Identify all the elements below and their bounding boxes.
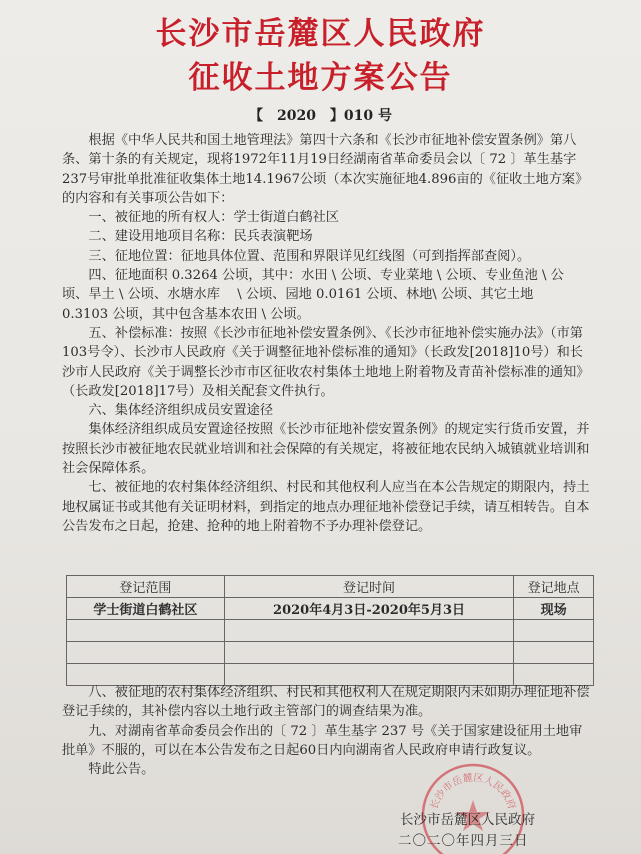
item-deadline: 八、被征地的农村集体经济组织、村民和其他权利人在规定期限内未如期办理征地补偿登记手续的，其补偿内容以土地行政主管部门的调查结果为准。 [62, 685, 590, 720]
table-row [67, 642, 594, 664]
table-row [67, 620, 594, 642]
notice-body-part1 [62, 131, 590, 536]
item-location: 三、征地位置：征地具体位置、范围和界限详见红线图（可到指挥部查阅）。 [88, 248, 531, 264]
signature-issuer: 长沙市岳麓区人民政府 [400, 812, 535, 828]
item-compensation: 五、补偿标准：按照《长沙市征地补偿安置条例》、《长沙市征地补偿实施办法》（市第103号令）、长沙市人民政府《关于调整征地补偿标准的通知》（长政发[2018]10号）和长沙市人民政府《关于调整长沙市市区征收农村集体土地地上附着物及青苗补偿标准的通知》（长政发[2018]17号）及相关配套文件执行。 [62, 325, 590, 399]
table-cell [67, 642, 225, 664]
table-header-row [67, 576, 594, 598]
item-registration: 七、被征地的农村集体经济组织、村民和其他权利人应当在本公告规定的期限内，持土地权属证书或其他有关证明材料，到指定的地点办理征地补偿登记手续，请互相转告。自本公告发布之日起，抢建、抢种的地上附着物不予办理补偿登记。 [62, 480, 590, 534]
table-cell: 2020年4月3日-2020年5月3日 [224, 598, 514, 620]
item-owner: 一、被征地的所有权人：学士街道白鹤社区 [88, 210, 339, 226]
item-resettlement: 集体经济组织成员安置途径按照《长沙市征地补偿安置条例》的规定实行货币安置，并按照长沙市被征地农民就业培训和社会保障的有关规定，将被征地农民纳入城镇就业培训和社会保障体系。 [62, 422, 590, 477]
item-appeal: 九、对湖南省革命委员会作出的〔 72 〕革生基字 237 号《关于国家建设征用土地审批单》不服的，可以在本公告发布之日起60日内向湖南省人民政府申请行政复议。 [62, 723, 583, 758]
intro-paragraph: 根据《中华人民共和国土地管理法》第四十六条和《长沙市征地补偿安置条例》第八条、第十条的有关规定，现将1972年11月19日经湖南省革命委员会以〔 72 〕革生基字 237号审批单批准征收集体土地14.1967公顷（本次实施征地4.896亩的《征收土地方案》的内容和有关事项公告如下： [62, 133, 589, 206]
page-subtitle: 征收土地方案公告 [188, 60, 453, 96]
item-resettlement-title: 六、集体经济组织成员安置途径 [88, 403, 274, 419]
signature-date: 二〇二〇年四月三日 [398, 833, 529, 849]
item-area: 四、征地面积 0.3264 公顷，其中：水田 \ 公顷、专业菜地 \ 公顷、专业鱼池 \ 公顷、旱土 \ 公顷、水塘水库 \ 公顷、园地 0.0161 公顷、林地\ 公顷、其它土地 0.3103 公顷，其中包含基本农田 \ 公顷。 [62, 268, 564, 322]
table-cell: 现场 [514, 598, 594, 620]
item-project: 二、建设用地项目名称：民兵表演靶场 [88, 229, 313, 245]
page-title: 长沙市岳麓区人民政府 [155, 16, 486, 52]
table-cell [67, 620, 225, 642]
table-header: 登记地点 [514, 576, 594, 598]
table-cell: 学士街道白鹤社区 [67, 598, 225, 620]
table-cell [224, 642, 514, 664]
table-row [67, 598, 594, 620]
closing-text: 特此公告。 [88, 762, 155, 778]
table-cell [514, 642, 594, 664]
table-header: 登记时间 [224, 576, 514, 598]
table-cell [514, 620, 594, 642]
registration-table [66, 575, 594, 686]
seal-text: 长沙市岳麓区人民政府 [429, 772, 517, 811]
document-number: 【 2020 】010 号 [248, 108, 393, 124]
table-header: 登记范围 [67, 576, 225, 598]
table-cell [224, 620, 514, 642]
